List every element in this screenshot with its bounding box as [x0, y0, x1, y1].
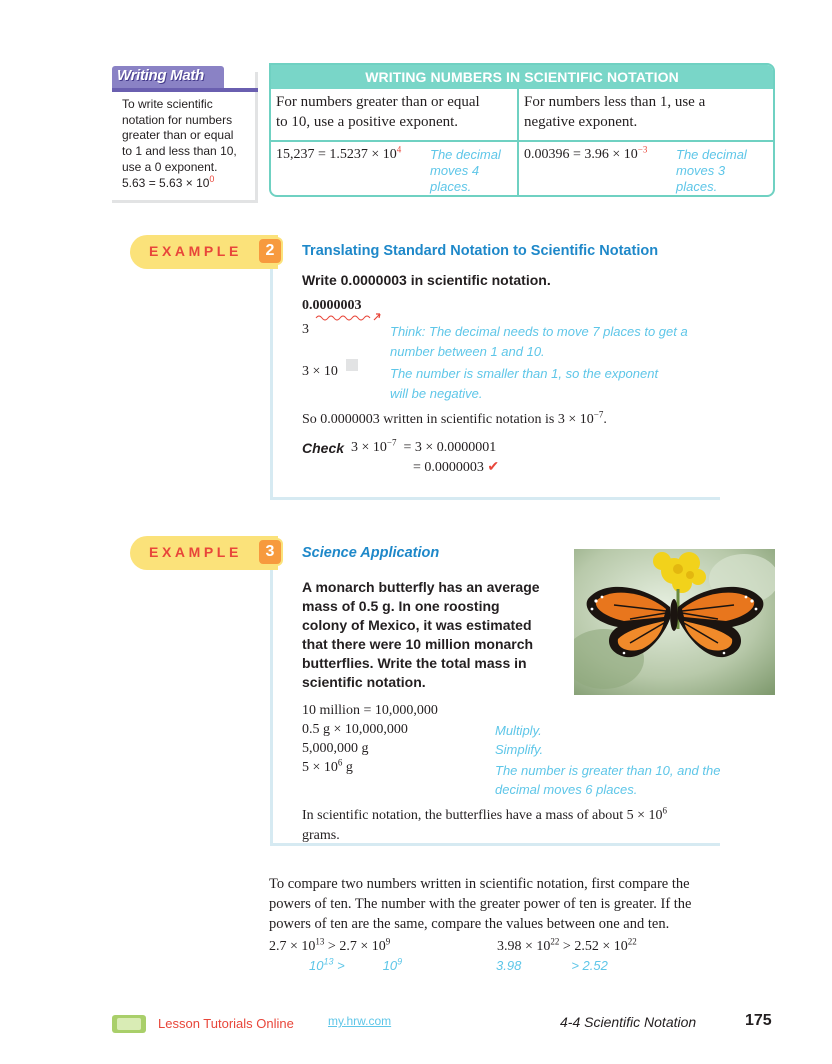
- example-2-number: 2: [257, 237, 283, 265]
- example-3-conclusion: In scientific notation, the butterflies have a mass of about $5 \times 10^6$ grams.: [302, 805, 668, 843]
- example-3-prompt: A monarch butterfly has an average mass of 0.5 g. In one roosting colony of Mexico, it was estimated that there were 10 million monarch butterflies. Write the total mass in scientific notation.: [302, 579, 540, 690]
- section-title: 4-4 Scientific Notation: [560, 1014, 697, 1030]
- lesson-tutorials-icon[interactable]: [112, 1015, 146, 1033]
- example-3-line2-note: Multiply.: [495, 723, 542, 738]
- example-3-title: Science Application: [302, 545, 440, 561]
- monarch-butterfly-photo: [574, 549, 775, 695]
- check-label: Check: [302, 440, 345, 456]
- table-left-header: For numbers greater than or equal to 10, use a positive exponent.: [276, 94, 480, 130]
- decimal-move-arrow-icon: [314, 312, 384, 326]
- example-3-line2: 0.5 g × 10,000,000: [302, 722, 408, 737]
- example-3-label: EXAMPLE: [149, 544, 242, 560]
- exponent-placeholder-box: [346, 359, 358, 371]
- example-2-label: EXAMPLE: [149, 243, 242, 259]
- table-right-example: $0.00396 = 3.96 \times 10^{-3}$: [524, 144, 648, 162]
- example-2-title: Translating Standard Notation to Scientific Notation: [302, 243, 659, 259]
- table-right-note: The decimal moves 3 places.: [676, 147, 747, 194]
- compare-example-1: $2.7 \times 10^{13} > 2.7 \times 10^9$: [269, 936, 391, 954]
- example-3-line1: 10 million = 10,000,000: [302, 703, 438, 718]
- example-2-conclusion: So 0.0000003 written in scientific notation is $3 \times 10^{-7}$.: [302, 409, 607, 427]
- example-3-line4: $5 \times 10^6$ g: [302, 757, 353, 775]
- compare-example-1-note: $10^{13} > 10^9$: [309, 956, 403, 973]
- example-3-line4-note: The number is greater than 10, and the decimal moves 6 places.: [495, 763, 721, 797]
- compare-example-2-note: 3.98 > 2.52: [496, 958, 608, 973]
- writing-math-example: $5.63 = 5.63 \times 10^0$: [122, 173, 215, 190]
- table-left-note: The decimal moves 4 places.: [430, 147, 501, 194]
- check-line-2: = 0.0000003 ✔: [413, 460, 500, 475]
- scientific-notation-table: [269, 63, 775, 197]
- example-2-prompt: Write 0.0000003 in scientific notation.: [302, 272, 551, 288]
- compare-paragraph: To compare two numbers written in scientific notation, first compare the powers of ten. The number with the greater power of ten is greater. If the powers of ten are the same, compare the values between one and ten.: [269, 876, 692, 932]
- table-right-header: For numbers less than 1, use a negative exponent.: [524, 94, 706, 130]
- table-title: WRITING NUMBERS IN SCIENTIFIC NOTATION: [271, 65, 773, 89]
- example-3-line3: 5,000,000 g: [302, 741, 369, 756]
- writing-math-title: Writing Math: [117, 67, 204, 84]
- example-3-line3-note: Simplify.: [495, 742, 544, 757]
- writing-math-text: To write scientific notation for numbers greater than or equal to 1 and less than 10, use a 0 exponent. $5.63 = 5.63 \times 10^0$: [122, 97, 256, 191]
- page-number: 175: [745, 1012, 772, 1029]
- example-3-number: 3: [257, 538, 283, 566]
- check-line-1: $3 \times 10^{-7} = 3 \times 0.0000001$: [351, 437, 497, 455]
- table-left-example: $15,237 = 1.5237 \times 10^4$: [276, 144, 402, 162]
- example-2-step2: 3 × 10: [302, 364, 338, 379]
- example-2-number-given: 0.0000003: [302, 298, 362, 313]
- compare-example-2: $3.98 \times 10^{22} > 2.52 \times 10^{22}$: [497, 936, 637, 954]
- lesson-tutorials-label: Lesson Tutorials Online: [158, 1016, 294, 1031]
- checkmark-icon: ✔: [487, 460, 500, 475]
- example-2-step1: 3: [302, 322, 309, 337]
- hrw-link[interactable]: my.hrw.com: [328, 1014, 392, 1028]
- writing-math-header: [112, 66, 258, 92]
- example-2-step1-note: Think: The decimal needs to move 7 places to get a number between 1 and 10.: [390, 324, 688, 359]
- example-2-step2-note: The number is smaller than 1, so the exponent will be negative.: [390, 366, 659, 401]
